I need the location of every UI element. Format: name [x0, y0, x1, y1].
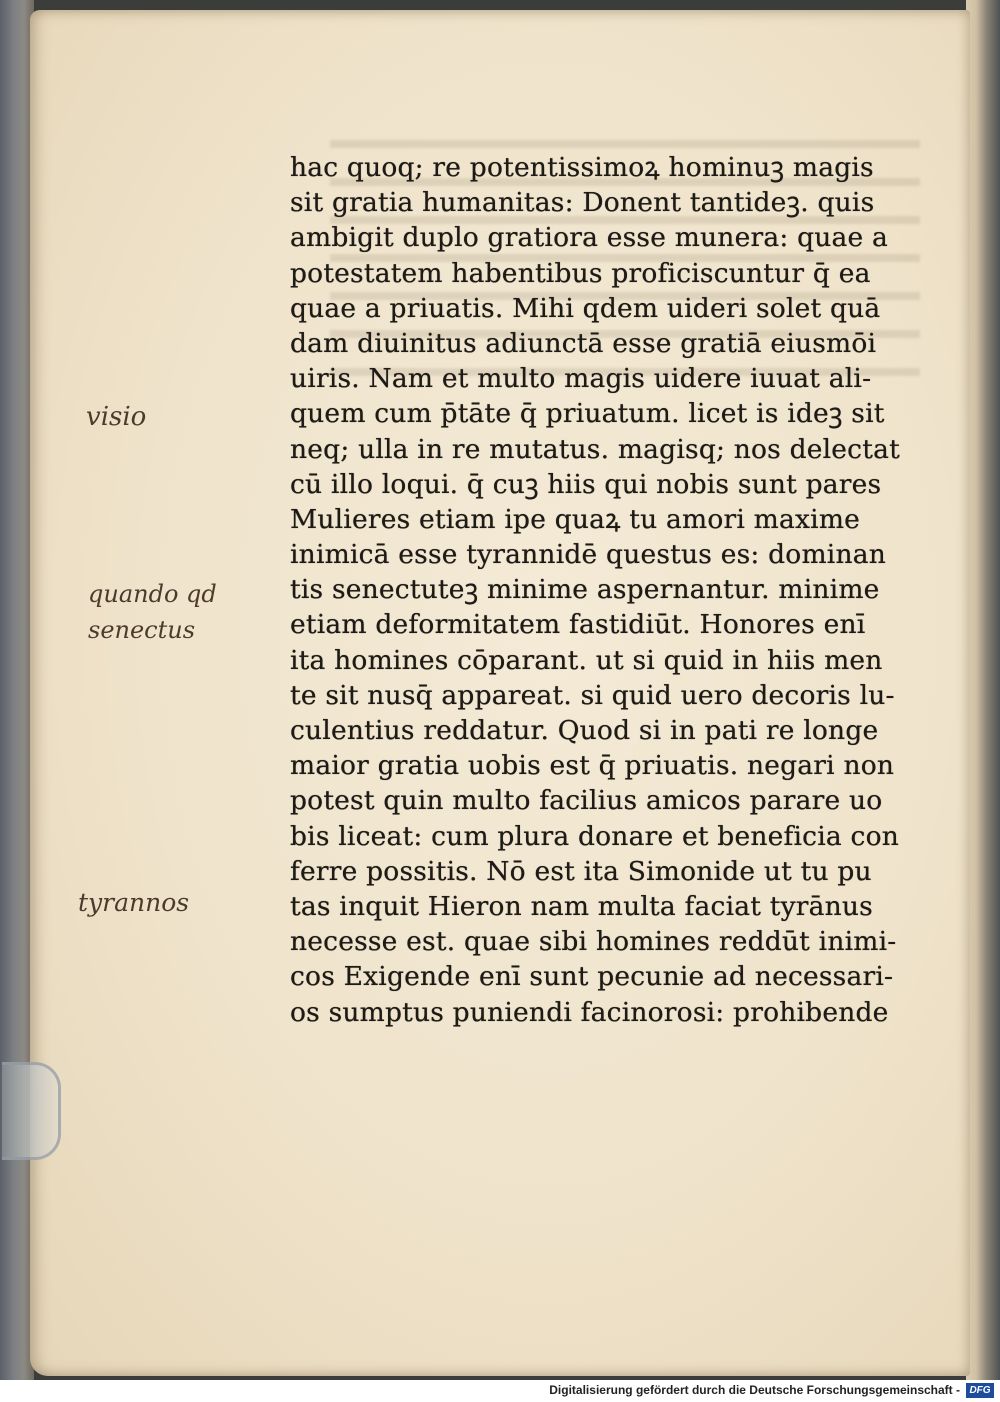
- text-line: etiam deformitatem fastidiūt. Honores enī: [290, 609, 866, 641]
- text-line: culentius reddatur. Quod si in pati re longe: [290, 715, 879, 746]
- text-line: necesse est. quae sibi homines reddūt inimi-: [290, 926, 897, 958]
- text-line: sit gratia humanitas: Donent tantideꝫ. quis: [290, 187, 875, 219]
- footer-bar: [0, 1380, 1000, 1402]
- text-line: tis senectuteꝫ minime aspernantur. minime: [290, 574, 880, 606]
- text-line: tas inquit Hieron nam multa faciat tyrānus: [290, 890, 873, 922]
- text-line: maior gratia uobis est q̄ priuatis. negari non: [290, 750, 895, 782]
- text-line: ita homines cōparant. ut si quid in hiis men: [290, 644, 883, 676]
- right-book-edge: [966, 0, 1000, 1380]
- text-line: potestatem habentibus proficiscuntur q̄ ea: [290, 257, 871, 289]
- text-line: neq; ulla in re mutatus. magisq; nos delectat: [290, 433, 900, 465]
- text-line: hac quoq; re potentissimoꝝ hominuꝫ magis: [290, 152, 874, 183]
- text-line: quem cum p̄tāte q̄ priuatum. licet is ideꝫ sit: [290, 398, 885, 430]
- main-text-block: [290, 150, 905, 1030]
- left-book-edge: [0, 0, 34, 1380]
- text-line: bis liceat: cum plura donare et beneficia con: [290, 820, 899, 852]
- text-line: ambigit duplo gratiora esse munera: quae a: [290, 222, 889, 254]
- marginal-note-quando: [88, 576, 217, 648]
- binding-clasp: [2, 1062, 61, 1160]
- text-line: dam diuinitus adiunctā esse gratiā eiusmōi: [290, 327, 877, 359]
- text-line: uiris. Nam et multo magis uidere iuuat ali-: [290, 363, 872, 395]
- text-line: inimicā esse tyrannidē questus es: dominan: [290, 539, 886, 571]
- marginal-note-line: senectus: [88, 616, 196, 644]
- footer-credit: Digitalisierung gefördert durch die Deutsche Forschungsgemeinschaft -: [549, 1383, 960, 1397]
- text-line: potest quin multo facilius amicos parare uo: [290, 785, 883, 817]
- text-line: os sumptus puniendi facinorosi: prohibende: [290, 996, 889, 1028]
- text-line: ferre possitis. Nō est ita Simonide ut tu pu: [290, 855, 872, 887]
- text-line: te sit nusq̄ appareat. si quid uero decoris lu-: [290, 679, 895, 711]
- text-line: quae a priuatis. Mihi qdem uideri solet quā: [290, 292, 881, 324]
- text-line: cū illo loqui. q̄ cuꝫ hiis qui nobis sunt pares: [290, 468, 882, 500]
- marginal-note-line: quando qd: [88, 580, 217, 608]
- text-line: cos Exigende enī sunt pecunie ad necessari-: [290, 961, 894, 993]
- marginal-note-tyrannos: tyrannos: [78, 888, 190, 917]
- dfg-logo[interactable]: DFG: [966, 1383, 994, 1398]
- text-line: Mulieres etiam ipe quaꝝ tu amori maxime: [290, 503, 861, 535]
- marginal-note-visio: visio: [86, 402, 147, 432]
